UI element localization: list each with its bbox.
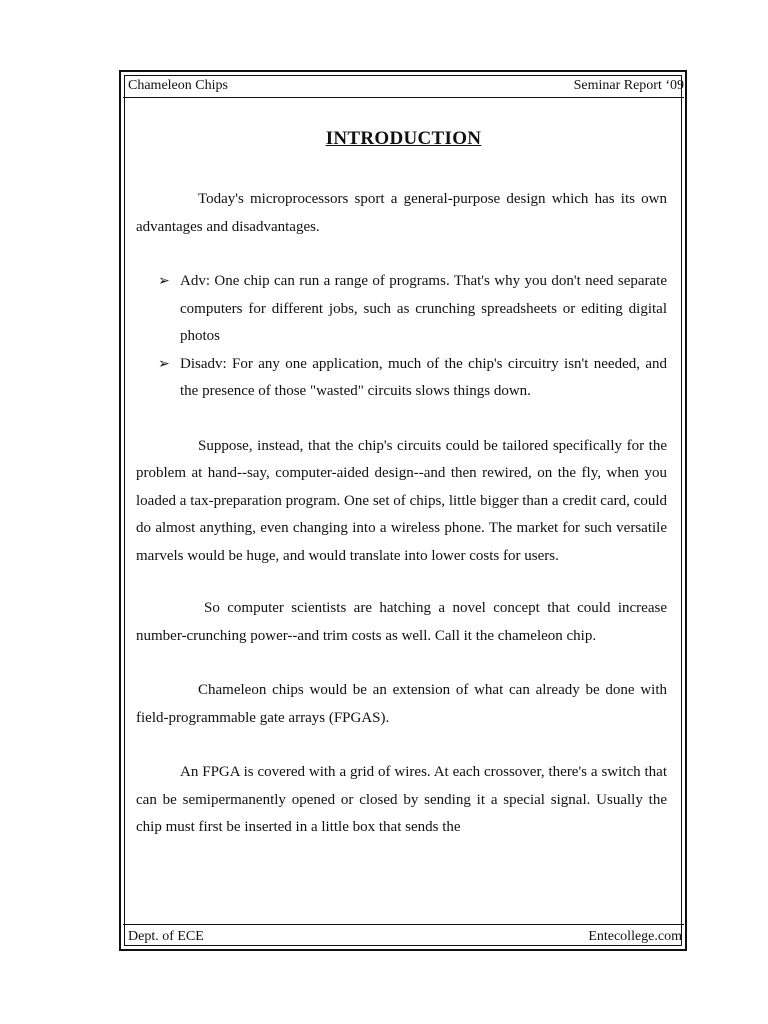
- intro-paragraph: Today's microprocessors sport a general-purpose design which has its own advantages and disadvantages.: [136, 191, 667, 235]
- footer-divider: [123, 924, 684, 925]
- body-paragraph: Chameleon chips would be an extension of what can already be done with field-programmable gate arrays (FPGAS).: [136, 682, 667, 726]
- arrow-bullet-icon: ➢: [158, 356, 170, 372]
- header-divider: [123, 97, 684, 98]
- header-report-label: Seminar Report ‘09: [573, 78, 684, 93]
- page-footer: [128, 927, 682, 947]
- footer-department: Dept. of ECE: [128, 929, 204, 944]
- body-paragraph: Suppose, instead, that the chip's circuits could be tailored specifically for the problem at hand--say, computer-aided design--and then rewired, on the fly, when you loaded a tax-preparation program. One set of chips, little bigger than a credit card, could do almost anything, even changing into a wireless phone. The market for such versatile marvels would be huge, and would translate into lower costs for users.: [136, 437, 667, 564]
- document-body: [136, 186, 667, 842]
- list-item-text: Adv: One chip can run a range of programs. That's why you don't need separate computers for different jobs, such as crunching spreadsheets or editing digital photos: [180, 273, 667, 344]
- page-title: INTRODUCTION: [325, 128, 482, 149]
- body-paragraph: So computer scientists are hatching a novel concept that could increase number-crunching power--and trim costs as well. Call it the chameleon chip.: [136, 600, 667, 644]
- page-header: [128, 76, 684, 96]
- pros-cons-list: [136, 268, 667, 406]
- list-item-disadvantage: [136, 351, 667, 406]
- arrow-bullet-icon: ➢: [158, 274, 170, 289]
- footer-website: Entecollege.com: [588, 929, 682, 944]
- list-item-advantage: [136, 268, 667, 351]
- list-item-text: Disadv: For any one application, much of the chip's circuitry isn't needed, and the presence of those "wasted" circuits slows things down.: [180, 355, 667, 399]
- header-title: Chameleon Chips: [128, 78, 228, 93]
- body-paragraph: An FPGA is covered with a grid of wires. At each crossover, there's a switch that can be semipermanently opened or closed by sending it a special signal. Usually the chip must first be inserted in a little box that sends the: [136, 764, 667, 835]
